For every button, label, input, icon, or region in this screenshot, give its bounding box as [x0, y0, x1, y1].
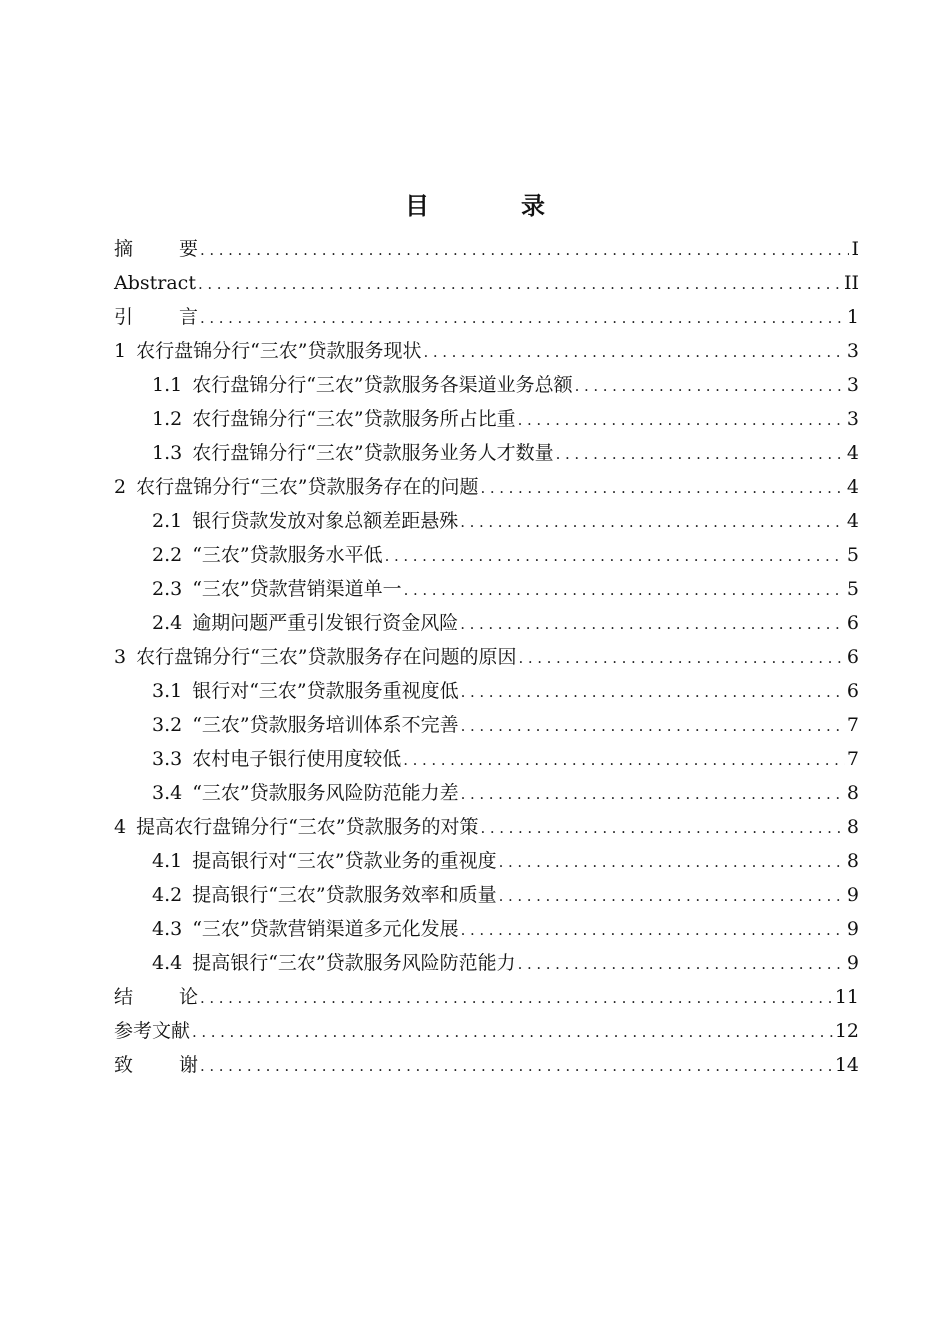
- toc-entry-title: “三农”贷款服务风险防范能力差: [192, 782, 459, 804]
- toc-entry-page-number: 7: [846, 714, 859, 736]
- toc-dot-leader: [499, 845, 845, 879]
- toc-entry-number: 1.1: [152, 374, 183, 396]
- toc-entry[interactable]: [114, 708, 859, 742]
- toc-dot-leader: [461, 675, 845, 709]
- toc-dot-leader: [518, 403, 845, 437]
- toc-dot-leader: [198, 267, 842, 301]
- toc-dot-leader: [192, 1015, 833, 1049]
- toc-entry-page-number: 8: [846, 816, 859, 838]
- toc-entry-title: 摘要: [114, 238, 245, 260]
- toc-entry-page-number: 11: [834, 986, 859, 1008]
- toc-entry-number: 4: [114, 816, 127, 838]
- toc-entry-number: 1.2: [152, 408, 183, 430]
- toc-entry-title: 农行盘锦分行“三农”贷款服务存在的问题: [136, 476, 479, 498]
- toc-entry-number: 4.3: [152, 918, 183, 940]
- toc-entry-page-number: 8: [846, 782, 859, 804]
- toc-entry[interactable]: [114, 606, 859, 640]
- toc-dot-leader: [575, 369, 845, 403]
- toc-entry[interactable]: [114, 1048, 859, 1082]
- toc-entry[interactable]: [114, 946, 859, 980]
- toc-dot-leader: [556, 437, 845, 471]
- toc-list: [114, 232, 859, 1082]
- toc-dot-leader: [519, 641, 845, 675]
- toc-entry[interactable]: [114, 844, 859, 878]
- toc-entry-title: 农行盘锦分行“三农”贷款服务各渠道业务总额: [192, 374, 573, 396]
- toc-entry-page-number: 5: [846, 578, 859, 600]
- toc-dot-leader: [460, 607, 845, 641]
- toc-entry[interactable]: [114, 266, 859, 300]
- toc-entry-title: 农行盘锦分行“三农”贷款服务现状: [136, 340, 422, 362]
- toc-entry-title: 致谢: [114, 1054, 245, 1076]
- toc-entry-page-number: II: [843, 272, 859, 294]
- toc-dot-leader: [404, 573, 845, 607]
- toc-entry-title: 农村电子银行使用度较低: [192, 748, 402, 770]
- toc-entry-title: “三农”贷款服务培训体系不完善: [192, 714, 459, 736]
- toc-entry[interactable]: [114, 878, 859, 912]
- toc-entry[interactable]: [114, 674, 859, 708]
- toc-entry-title: 提高农行盘锦分行“三农”贷款服务的对策: [136, 816, 479, 838]
- toc-entry-page-number: 3: [846, 408, 859, 430]
- toc-entry-number: 1.3: [152, 442, 183, 464]
- toc-entry-title: 引言: [114, 306, 245, 328]
- toc-entry-number: 2.2: [152, 544, 183, 566]
- toc-entry-title: “三农”贷款营销渠道单一: [192, 578, 402, 600]
- toc-entry-number: 2.1: [152, 510, 183, 532]
- toc-entry-number: 2.3: [152, 578, 183, 600]
- toc-entry-title: 提高银行“三农”贷款服务效率和质量: [192, 884, 497, 906]
- toc-entry-page-number: 8: [846, 850, 859, 872]
- toc-entry-number: 3.3: [152, 748, 183, 770]
- toc-dot-leader: [461, 709, 845, 743]
- toc-entry-title: “三农”贷款营销渠道多元化发展: [192, 918, 459, 940]
- toc-dot-leader: [200, 981, 833, 1015]
- toc-entry[interactable]: [114, 402, 859, 436]
- toc-dot-leader: [200, 1049, 833, 1083]
- toc-dot-leader: [200, 233, 849, 267]
- toc-entry-page-number: 4: [846, 442, 859, 464]
- toc-entry-title: Abstract: [114, 272, 196, 294]
- toc-dot-leader: [385, 539, 845, 573]
- toc-entry-page-number: 6: [846, 612, 859, 634]
- toc-entry-page-number: 3: [846, 340, 859, 362]
- toc-dot-leader: [424, 335, 845, 369]
- toc-entry[interactable]: [114, 912, 859, 946]
- toc-entry-title: 银行贷款发放对象总额差距悬殊: [192, 510, 459, 532]
- toc-entry-number: 2: [114, 476, 127, 498]
- toc-entry[interactable]: [114, 538, 859, 572]
- toc-entry-page-number: 3: [846, 374, 859, 396]
- toc-entry-number: 3: [114, 646, 127, 668]
- toc-entry[interactable]: [114, 300, 859, 334]
- toc-entry-title: 逾期问题严重引发银行资金风险: [192, 612, 459, 634]
- toc-entry[interactable]: [114, 776, 859, 810]
- toc-entry-page-number: 1: [846, 306, 859, 328]
- toc-entry-page-number: 9: [846, 884, 859, 906]
- toc-entry-title: “三农”贷款服务水平低: [192, 544, 383, 566]
- toc-entry[interactable]: [114, 742, 859, 776]
- toc-entry[interactable]: [114, 436, 859, 470]
- toc-dot-leader: [518, 947, 845, 981]
- toc-entry[interactable]: [114, 504, 859, 538]
- toc-entry-number: 4.2: [152, 884, 183, 906]
- toc-entry-page-number: 5: [846, 544, 859, 566]
- toc-entry-title: 农行盘锦分行“三农”贷款服务存在问题的原因: [136, 646, 517, 668]
- toc-entry[interactable]: [114, 640, 859, 674]
- toc-entry[interactable]: [114, 232, 859, 266]
- toc-entry-page-number: 14: [834, 1054, 859, 1076]
- toc-entry-page-number: I: [851, 238, 859, 260]
- toc-entry-title: 结论: [114, 986, 245, 1008]
- toc-entry-number: 3.2: [152, 714, 183, 736]
- toc-dot-leader: [200, 301, 845, 335]
- toc-entry-number: 3.1: [152, 680, 183, 702]
- toc-entry[interactable]: [114, 810, 859, 844]
- toc-entry-title: 参考文献: [114, 1020, 191, 1042]
- toc-dot-leader: [481, 471, 845, 505]
- toc-dot-leader: [461, 913, 845, 947]
- toc-entry-page-number: 4: [846, 510, 859, 532]
- toc-entry[interactable]: [114, 980, 859, 1014]
- toc-entry-page-number: 6: [846, 646, 859, 668]
- toc-entry-number: 3.4: [152, 782, 183, 804]
- toc-entry[interactable]: [114, 1014, 859, 1048]
- toc-entry-page-number: 12: [834, 1020, 859, 1042]
- toc-entry-page-number: 4: [846, 476, 859, 498]
- toc-dot-leader: [460, 505, 845, 539]
- toc-entry-number: 4.4: [152, 952, 183, 974]
- toc-entry[interactable]: [114, 572, 859, 606]
- toc-entry-number: 2.4: [152, 612, 183, 634]
- toc-entry-title: 农行盘锦分行“三农”贷款服务所占比重: [192, 408, 516, 430]
- toc-entry-title: 农行盘锦分行“三农”贷款服务业务人才数量: [192, 442, 554, 464]
- toc-entry-title: 提高银行对“三农”贷款业务的重视度: [192, 850, 497, 872]
- toc-entry-title: 银行对“三农”贷款服务重视度低: [192, 680, 459, 702]
- toc-entry-page-number: 7: [846, 748, 859, 770]
- toc-entry[interactable]: [114, 334, 859, 368]
- toc-entry[interactable]: [114, 470, 859, 504]
- toc-entry-title: 提高银行“三农”贷款服务风险防范能力: [192, 952, 516, 974]
- toc-dot-leader: [403, 743, 845, 777]
- toc-entry[interactable]: [114, 368, 859, 402]
- toc-entry-page-number: 9: [846, 952, 859, 974]
- toc-title: 目 录: [405, 191, 579, 220]
- toc-entry-page-number: 9: [846, 918, 859, 940]
- toc-entry-number: 4.1: [152, 850, 183, 872]
- toc-dot-leader: [461, 777, 845, 811]
- toc-dot-leader: [499, 879, 845, 913]
- toc-entry-page-number: 6: [846, 680, 859, 702]
- toc-dot-leader: [481, 811, 845, 845]
- toc-entry-number: 1: [114, 340, 127, 362]
